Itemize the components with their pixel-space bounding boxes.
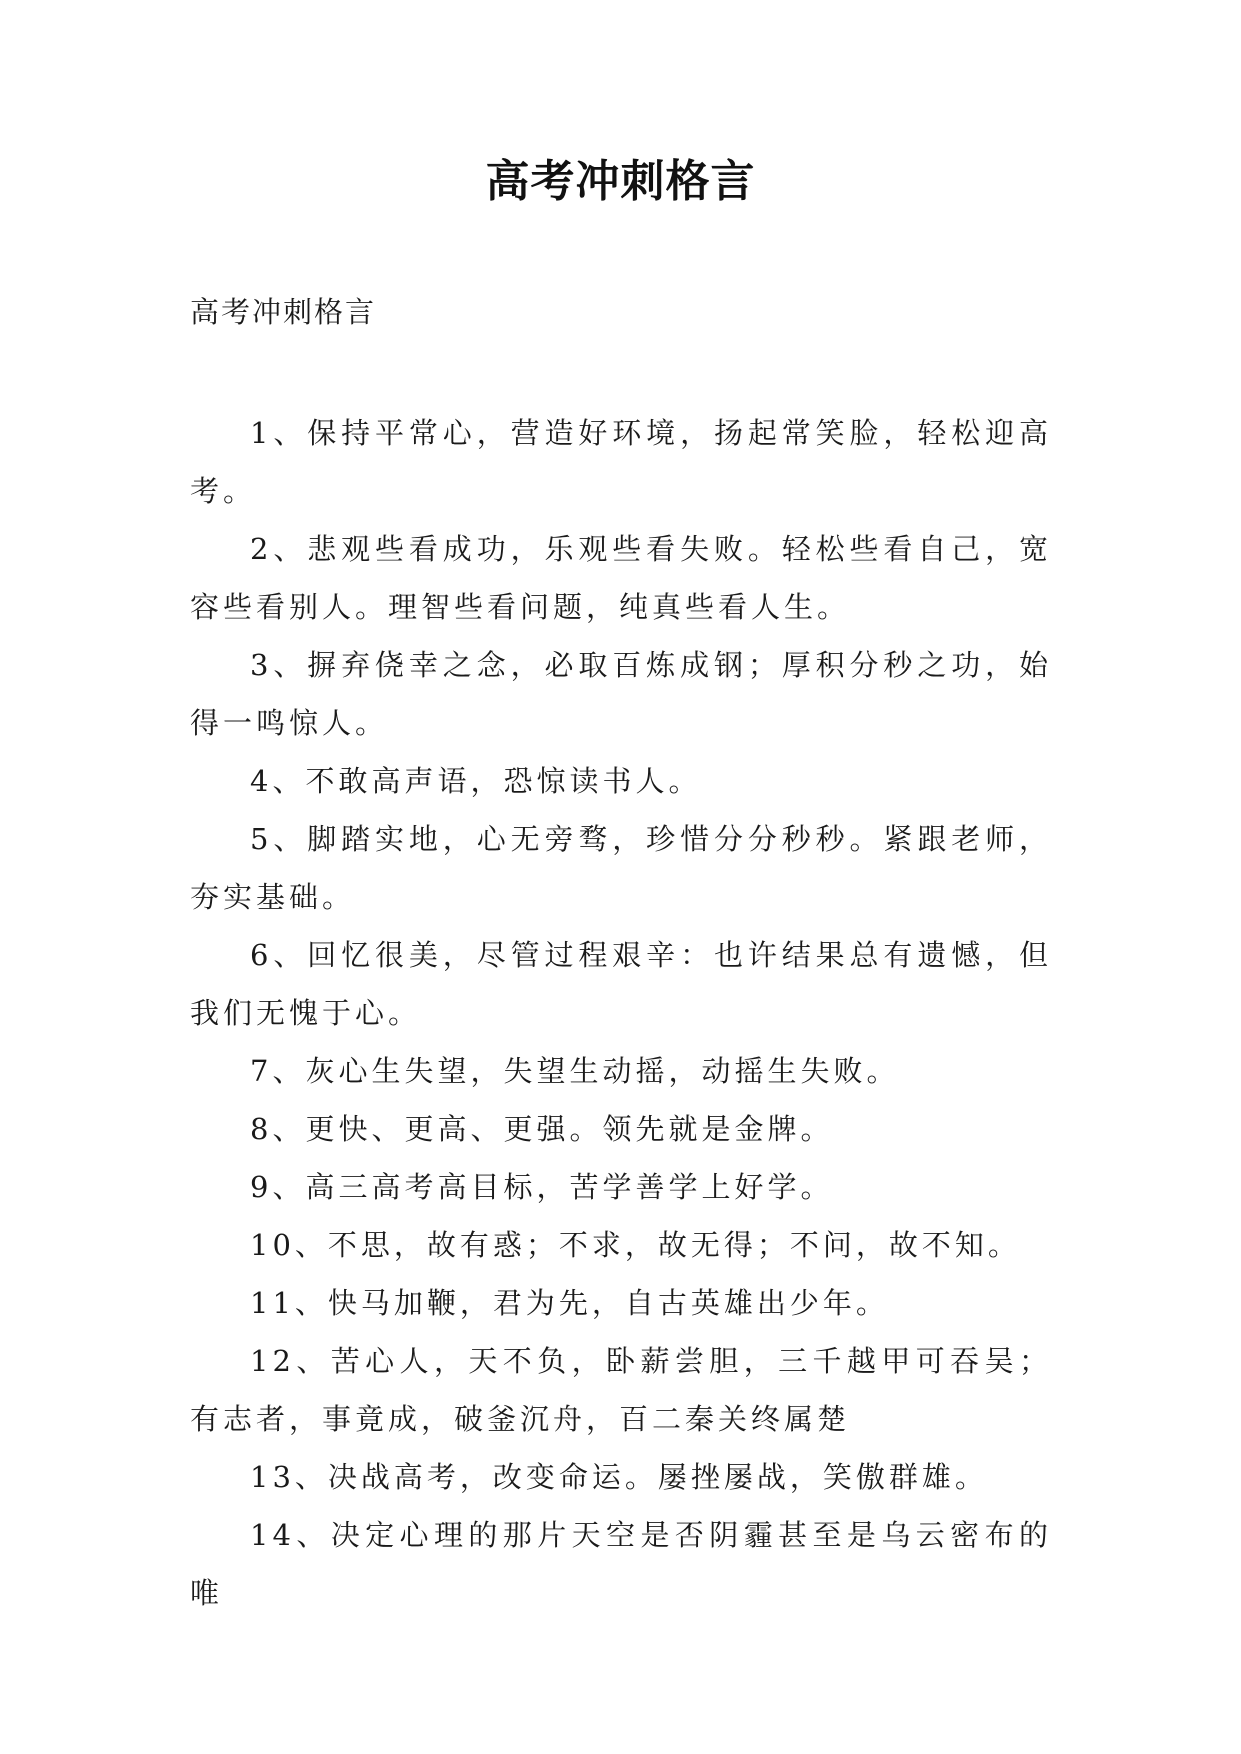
paragraph-9: 9、高三高考高目标，苦学善学上好学。 [250,1170,834,1204]
document-title: 高考冲刺格言 [485,156,756,207]
paragraph-11: 11、快马加鞭，君为先，自古英雄出少年。 [250,1286,889,1320]
paragraph-2: 2、悲观些看成功，乐观些看失败。轻松些看自己，宽容些看别人。理智些看问题，纯真些看人生。 [190,532,1052,624]
paragraph-6: 6、回忆很美，尽管过程艰辛：也许结果总有遗憾，但我们无愧于心。 [190,938,1052,1030]
paragraph-3: 3、摒弃侥幸之念，必取百炼成钢；厚积分秒之功，始得一鸣惊人。 [190,648,1052,740]
paragraph-12: 12、苦心人，天不负，卧薪尝胆，三千越甲可吞吴；有志者，事竟成，破釜沉舟，百二秦关终属楚 [190,1344,1052,1436]
paragraph-5: 5、脚踏实地，心无旁骛，珍惜分分秒秒。紧跟老师，夯实基础。 [190,822,1052,914]
document-body [190,404,1052,1622]
paragraph-8: 8、更快、更高、更强。领先就是金牌。 [250,1112,834,1146]
paragraph-1: 1、保持平常心，营造好环境，扬起常笑脸，轻松迎高考。 [190,416,1052,508]
paragraph-7: 7、灰心生失望，失望生动摇，动摇生失败。 [250,1054,900,1088]
paragraph-10: 10、不思，故有惑；不求，故无得；不问，故不知。 [250,1228,1021,1262]
document-subtitle: 高考冲刺格言 [190,295,377,329]
paragraph-4: 4、不敢高声语，恐惊读书人。 [250,764,702,798]
paragraph-14: 14、决定心理的那片天空是否阴霾甚至是乌云密布的唯 [190,1518,1052,1610]
paragraph-13: 13、决战高考，改变命运。屡挫屡战，笑傲群雄。 [250,1460,988,1494]
